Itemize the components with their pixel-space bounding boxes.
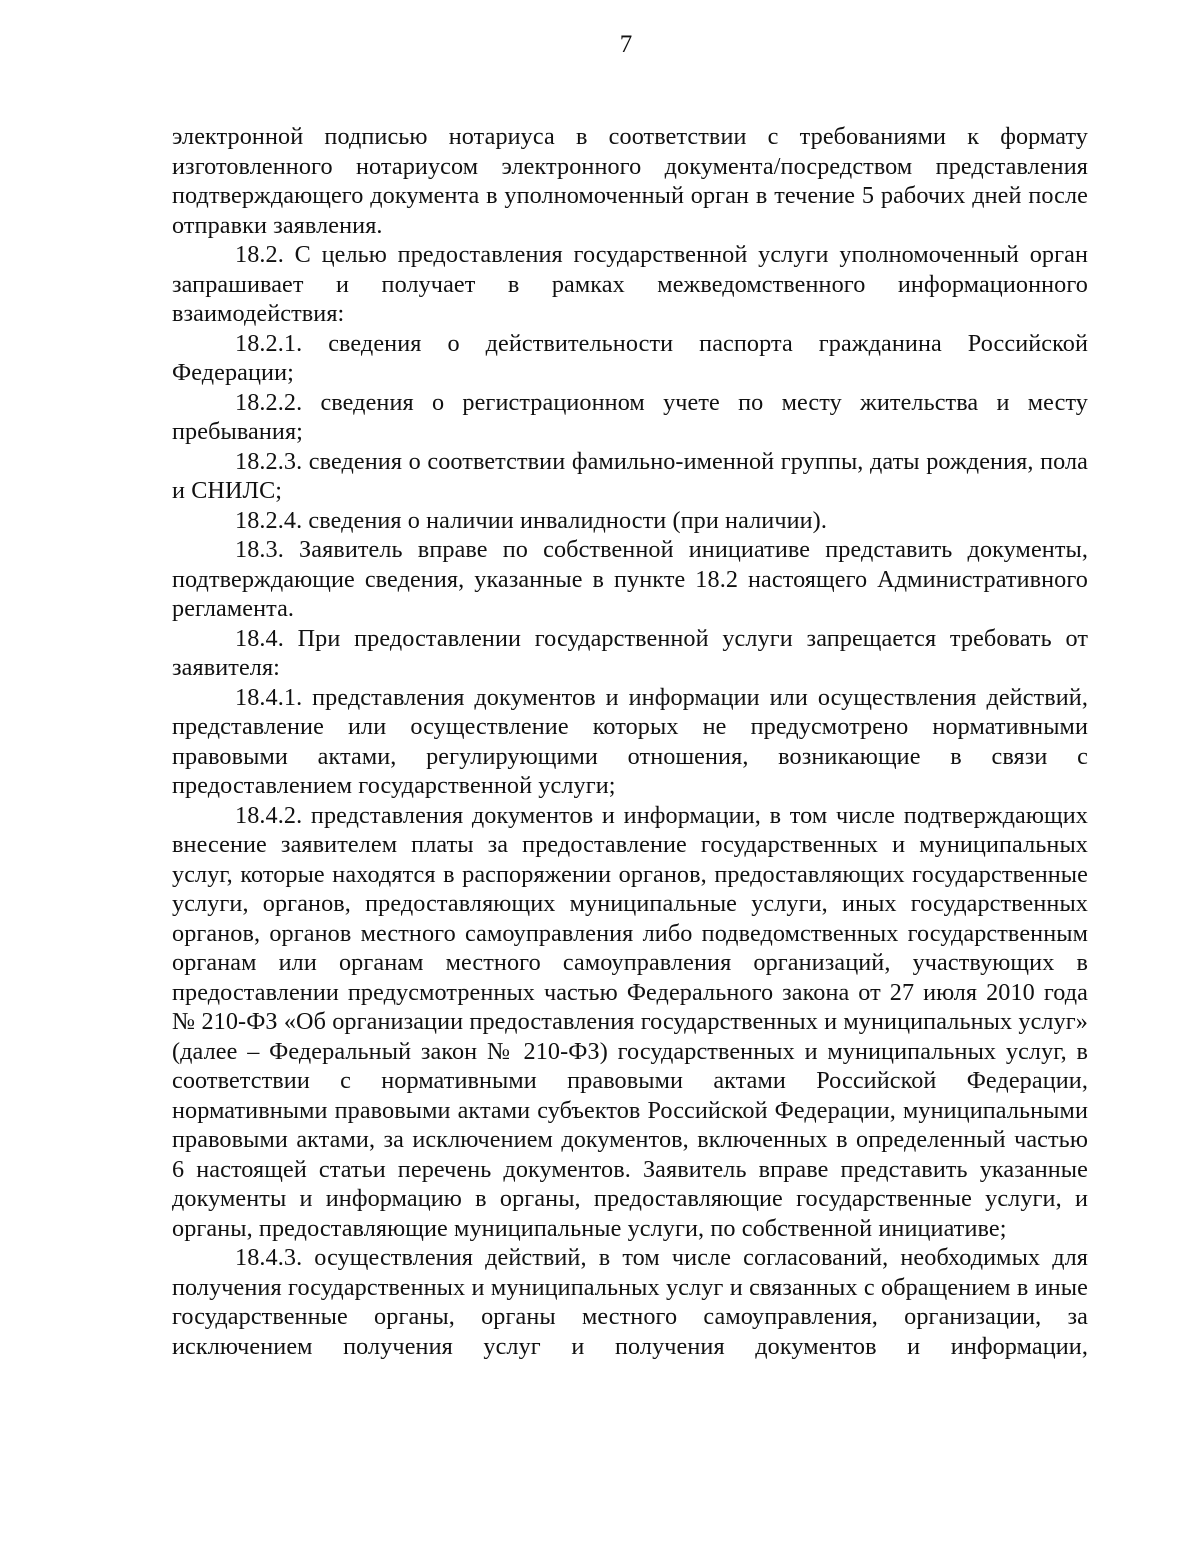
paragraph-18-4: 18.4. При предоставлении государственной услуги запрещается требовать от заявителя: [172, 624, 1088, 681]
paragraph-18-2: 18.2. С целью предоставления государственной услуги уполномоченный орган запрашивает и получает в рамках межведомственного информационного взаимодействия: [172, 241, 1088, 327]
paragraph-18-3: 18.3. Заявитель вправе по собственной инициативе представить документы, подтверждающие сведения, указанные в пункте 18.2 настоящего Административного регламента. [172, 536, 1088, 622]
paragraph-18-2-2: 18.2.2. сведения о регистрационном учете по месту жительства и месту пребывания; [172, 388, 1088, 445]
paragraph-continuation: электронной подписью нотариуса в соответствии с требованиями к формату изготовленного нотариусом электронного документа/посредством представления подтверждающего документа в уполномоченный орган в течение 5 рабочих дней после отправки заявления. [172, 123, 1088, 239]
document-body [172, 122, 1088, 1361]
paragraph-18-2-1: 18.2.1. сведения о действительности паспорта гражданина Российской Федерации; [172, 329, 1088, 386]
paragraph-18-4-3: 18.4.3. осуществления действий, в том числе согласований, необходимых для получения государственных и муниципальных услуг и связанных с обращением в иные государственные органы, органы местного самоуправления, организации, за исключением получения услуг и получения документов и информации, [172, 1244, 1088, 1360]
page-number: 7 [619, 31, 633, 58]
paragraph-18-4-1: 18.4.1. представления документов и информации или осуществления действий, представление или осуществление которых не предусмотрено нормативными правовыми актами, регулирующими отношения, возникающие в связи с предоставлением государственной услуги; [172, 683, 1088, 799]
paragraph-18-2-3: 18.2.3. сведения о соответствии фамильно-именной группы, даты рождения, пола и СНИЛС; [172, 447, 1088, 504]
paragraph-18-4-2: 18.4.2. представления документов и информации, в том числе подтверждающих внесение заявителем платы за предоставление государственных и муниципальных услуг, которые находятся в распоряжении органов, предоставляющих государственные услуги, органов, предоставляющих муниципальные услуги, иных государственных органов, органов местного самоуправления либо подведомственных государственным органам или органам местного самоуправления организаций, участвующих в предоставлении предусмотренных частью Федерального закона от 27 июля 2010 года № 210-ФЗ «Об организации предоставления государственных и муниципальных услуг» (далее – Федеральный закон № 210-ФЗ) государственных и муниципальных услуг, в соответствии с нормативными правовыми актами Российской Федерации, нормативными правовыми актами субъектов Российской Федерации, муниципальными правовыми актами, за исключением документов, включенных в определенный частью 6 настоящей статьи перечень документов. Заявитель вправе представить указанные документы и информацию в органы, предоставляющие государственные услуги, и органы, предоставляющие муниципальные услуги, по собственной инициативе; [172, 801, 1088, 1242]
paragraph-18-2-4: 18.2.4. сведения о наличии инвалидности (при наличии). [235, 506, 827, 534]
